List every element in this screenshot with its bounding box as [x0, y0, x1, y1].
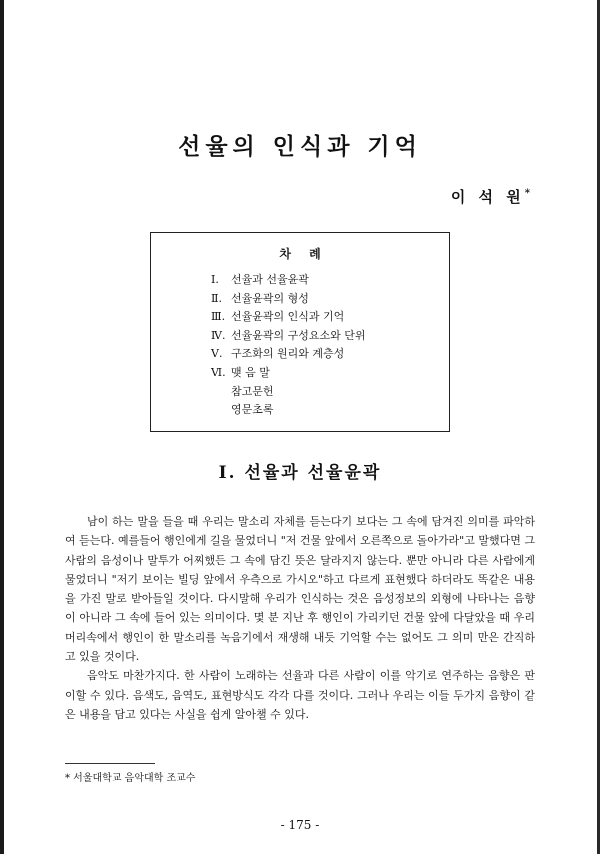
- toc-item: [211, 290, 366, 309]
- toc-item: [211, 308, 366, 327]
- body-paragraph: 남이 하는 말을 들을 때 우리는 말소리 자체를 듣는다기 보다는 그 속에 담겨진 의미를 파악하여 듣는다. 예를들어 행인에게 길을 물었더니 "저 건물 앞에서 오른쪽으로 돌아가라"고 말했다면 그 사람의 음성이나 말투가 어찌했든 그 속에 담긴 뜻은 달라지지 않는다. 뿐만 아니라 다른 사람에게 물었더니 "저기 보이는 빌딩 앞에서 우측으로 가시오"하고 다르게 표현했다 하더라도 똑같은 내용을 가진 말로 받아들일 것이다. 다시말해 우리가 인식하는 것은 음성정보의 외형에 나타나는 음향이 아니라 그 속에 들어 있는 의미이다. 몇 분 지난 후 행인이 가리키던 건물 앞에 다달았을 때 우리 머리속에서 행인이 한 말소리를 녹음기에서 재생해 내듯 기억할 수는 없어도 그 의미 만은 간직하고 있을 것이다.: [65, 515, 535, 664]
- paper-title: 선율의 인식과 기억: [178, 133, 422, 160]
- toc-item-number: Ⅳ.: [211, 328, 226, 342]
- author-name: 이 석 원: [450, 188, 525, 206]
- toc-item-label: 선율윤곽의 형성: [231, 291, 309, 305]
- toc-list: [211, 271, 366, 420]
- table-of-contents: [150, 232, 450, 432]
- body-text: [65, 512, 535, 724]
- toc-item-number: Ⅴ.: [211, 347, 223, 361]
- author: [451, 186, 530, 207]
- author-footnote-mark: *: [524, 188, 530, 199]
- toc-item-label: 선율과 선율윤곽: [231, 273, 309, 286]
- toc-item-label: 선율윤곽의 구성요소와 단위: [231, 328, 366, 342]
- toc-item: [211, 401, 366, 420]
- toc-item: [211, 345, 366, 364]
- toc-item-number: Ⅲ.: [211, 310, 226, 324]
- toc-item: [211, 383, 366, 402]
- toc-item: [211, 327, 366, 346]
- footnote: * 서울대학교 음악대학 조교수: [65, 773, 196, 784]
- toc-item-label: 선율윤곽의 인식과 기억: [231, 310, 345, 324]
- toc-item: [211, 271, 366, 290]
- section-heading: Ⅰ. 선율과 선율윤곽: [218, 463, 382, 483]
- body-paragraph: 음악도 마찬가지다. 한 사람이 노래하는 선율과 다른 사람이 이를 악기로 연주하는 음향은 판이할 수 있다. 음색도, 음역도, 표현방식도 각각 다를 것이다. 그러나 우리는 이들 두가지 음향이 같은 내용을 담고 있다는 사실을 쉽게 알아챌 수 있다.: [65, 669, 535, 721]
- toc-item: [211, 364, 366, 383]
- toc-item-label: 구조화의 원리와 계층성: [231, 347, 345, 361]
- toc-item-label: 참고문헌: [231, 384, 274, 398]
- toc-heading: 차 례: [279, 247, 321, 261]
- toc-item-label: 맺 음 말: [231, 365, 270, 379]
- toc-item-number: Ⅵ.: [211, 365, 226, 379]
- footnote-divider: [65, 763, 155, 764]
- toc-item-label: 영문초록: [231, 403, 274, 417]
- toc-item-number: Ⅰ.: [211, 273, 219, 286]
- page-number: - 175 -: [280, 818, 320, 832]
- toc-item-number: Ⅱ.: [211, 291, 222, 305]
